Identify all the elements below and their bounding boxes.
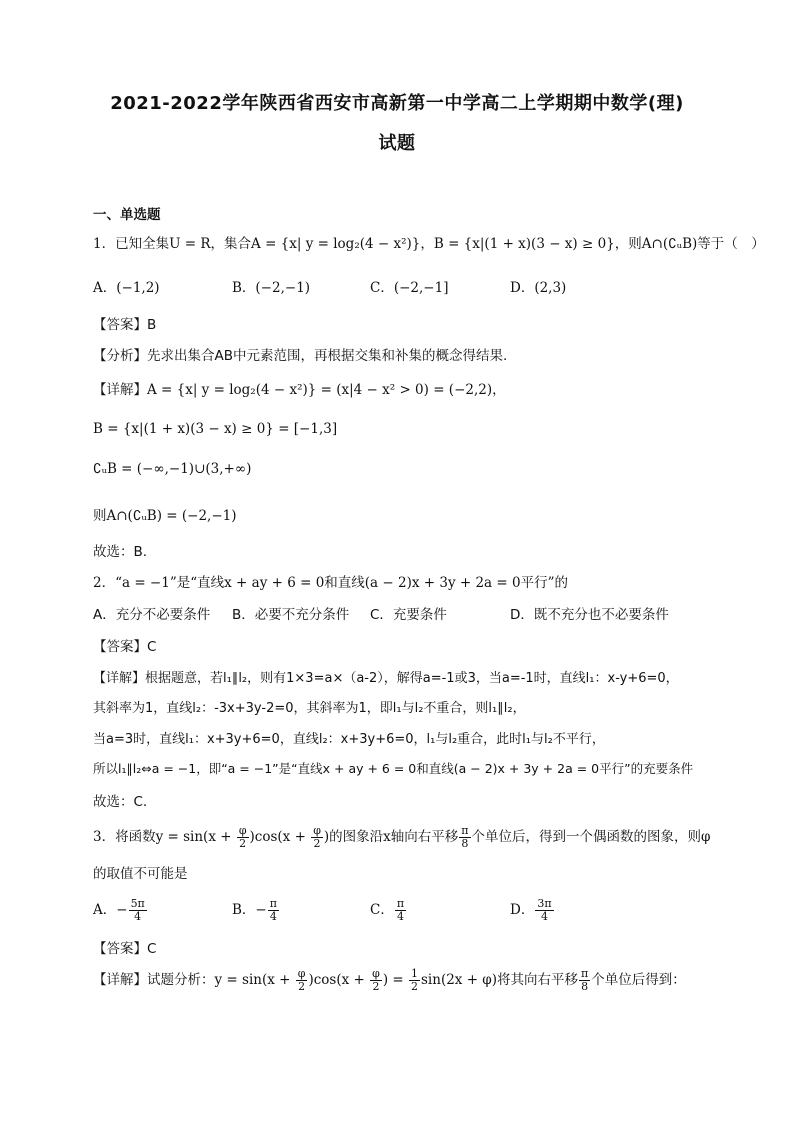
q3-answer: 【答案】C: [93, 941, 157, 957]
q2-detail-2: 其斜率为1，直线l₂：-3x+3y-2=0，其斜率为1，即l₁与l₂不重合，则l₁∥l₂，: [93, 701, 526, 716]
fraction: [370, 968, 382, 993]
fraction: [268, 898, 279, 923]
q3-detail-part: ) =: [382, 972, 408, 989]
fraction: [129, 898, 147, 923]
q3-option-d: [510, 898, 555, 923]
q1-option-b: B．(−2,−1): [232, 280, 311, 296]
denominator: 4: [396, 910, 404, 924]
denominator: 2: [239, 837, 247, 851]
numerator: φ: [297, 967, 306, 980]
q2-option-a: A．充分不必要条件: [93, 607, 211, 623]
denominator: 4: [269, 910, 277, 924]
q1-option-c: C．(−2,−1]: [370, 280, 449, 296]
fraction: [395, 898, 406, 923]
numerator: φ: [238, 824, 247, 837]
q2-conclusion: 故选：C.: [93, 794, 148, 810]
q3-stem-part: 个单位后，得到一个偶函数的图象，则φ: [471, 829, 711, 846]
q3-detail-part: 个单位后得到：: [591, 972, 686, 989]
q3-stem-part: )的图象沿x轴向右平移: [323, 829, 459, 846]
q3-detail-part: sin(2x + φ)将其向右平移: [421, 972, 579, 989]
denominator: 2: [372, 980, 380, 994]
numerator: 1: [411, 967, 418, 980]
option-label: A．−: [93, 902, 128, 919]
section-heading: 一、单选题: [93, 207, 161, 223]
q2-option-b: B．必要不充分条件: [232, 607, 350, 623]
numerator: π: [581, 967, 589, 980]
q1-stem: 1．已知全集U = R，集合A = {x| y = log₂(4 − x²)}，B = {x|(1 + x)(3 − x) ≥ 0}，则A∩(∁ᵤB)等于（ ）: [93, 236, 765, 252]
q1-answer: 【答案】B: [93, 317, 157, 333]
q1-analysis: 【分析】先求出集合AB中元素范围，再根据交集和补集的概念得结果.: [93, 348, 508, 364]
q2-option-c: C．充要条件: [370, 607, 447, 623]
q3-stem-part: )cos(x +: [249, 829, 311, 846]
document-title-line2: 试题: [378, 133, 416, 154]
q3-detail-part: )cos(x +: [308, 972, 370, 989]
denominator: 2: [313, 837, 321, 851]
q2-option-d: D．既不充分也不必要条件: [510, 607, 669, 623]
denominator: 4: [540, 910, 548, 924]
fraction: [237, 825, 249, 850]
q2-stem: 2．“a = −1”是“直线x + ay + 6 = 0和直线(a − 2)x + 3y + 2a = 0平行”的: [93, 575, 568, 591]
option-label: C．: [370, 902, 394, 919]
q3-option-c: [370, 898, 407, 923]
fraction: [409, 968, 420, 993]
fraction: [535, 898, 553, 923]
q1-detail-4: 则A∩(∁ᵤB) = (−2,−1): [93, 508, 237, 524]
q1-option-a: A．(−1,2): [93, 280, 160, 296]
denominator: 8: [581, 980, 589, 994]
q3-option-a: [93, 898, 148, 923]
numerator: π: [396, 897, 405, 910]
q3-stem-part: 3．将函数y = sin(x +: [93, 829, 236, 846]
q2-detail-4: 所以l₁∥l₂⇔a = −1，即“a = −1”是“直线x + ay + 6 = 0和直线(a − 2)x + 3y + 2a = 0平行”的充要条件: [93, 761, 694, 776]
document-title: 2021-2022学年陕西省西安市高新第一中学高二上学期期中数学(理): [110, 93, 684, 114]
option-label: B．−: [232, 902, 267, 919]
q1-conclusion: 故选：B.: [93, 544, 148, 560]
fraction: [296, 968, 308, 993]
denominator: 2: [411, 980, 418, 994]
numerator: φ: [372, 967, 380, 980]
q1-detail-2: B = {x|(1 + x)(3 − x) ≥ 0} = [−1,3]: [93, 421, 338, 437]
denominator: 4: [134, 910, 142, 924]
q3-option-b: [232, 898, 280, 923]
numerator: 5π: [130, 897, 145, 910]
q2-detail-3: 当a=3时，直线l₁：x+3y+6=0，直线l₂：x+3y+6=0，l₁与l₂重合，此时l₁与l₂不平行，: [93, 732, 605, 747]
denominator: 8: [461, 837, 469, 851]
numerator: π: [269, 897, 277, 910]
fraction: [579, 968, 590, 993]
q3-detail: [93, 968, 686, 993]
q3-stem: [93, 825, 710, 850]
q1-detail-3: ∁ᵤB = (−∞,−1)∪(3,+∞): [93, 461, 252, 477]
numerator: π: [461, 824, 469, 837]
numerator: 3π: [537, 897, 552, 910]
q1-detail-1: 【详解】A = {x| y = log₂(4 − x²)} = (x|4 − x² > 0) = (−2,2)，: [93, 382, 506, 398]
q1-option-d: D．(2,3): [510, 280, 567, 296]
denominator: 2: [298, 980, 306, 994]
numerator: φ: [313, 824, 321, 837]
q3-detail-part: 【详解】试题分析：y = sin(x +: [93, 972, 295, 989]
q2-detail-1: 【详解】根据题意，若l₁∥l₂，则有1×3=a×（a-2），解得a=-1或3，当a=-1时，直线l₁：x-y+6=0，: [93, 671, 679, 686]
q3-stem-line2: 的取值不可能是: [93, 866, 188, 882]
fraction: [459, 825, 470, 850]
q2-answer: 【答案】C: [93, 639, 157, 655]
option-label: D．: [510, 902, 535, 919]
fraction: [311, 825, 323, 850]
